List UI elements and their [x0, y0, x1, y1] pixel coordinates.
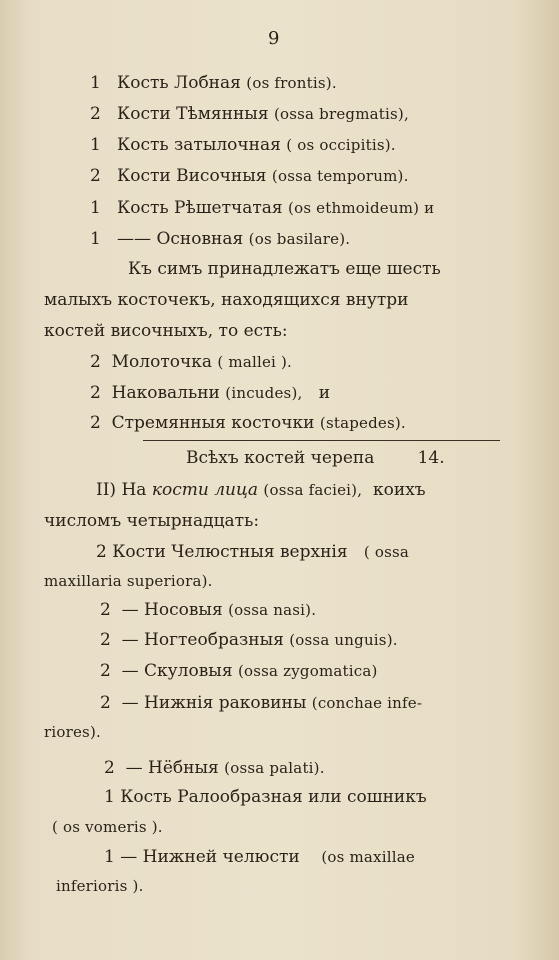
section-heading: II) На кости лица (ossa faciei), коихъ	[96, 480, 426, 500]
list-item: 2 Кости Тѣмянныя (ossa bregmatis),	[90, 104, 409, 124]
list-item: 1 —— Основная (os basilare).	[90, 229, 351, 249]
list-item: 1 Кость Рѣшетчатая (os ethmoideum) и	[90, 198, 435, 218]
list-item: 2 Кости Челюстныя верхнія ( ossa	[96, 542, 410, 562]
total-line: Всѣхъ костей черепа 14.	[186, 448, 445, 468]
paragraph-line: малыхъ косточекъ, находящихся внутри	[44, 290, 409, 310]
list-item: 2 — Носовыя (ossa nasi).	[100, 600, 317, 620]
list-item: 2 — Нижнія раковины (conchae infe-	[100, 693, 423, 713]
page-number: 9	[268, 28, 280, 49]
list-item: 1 Кость затылочная ( os occipitis).	[90, 135, 396, 155]
list-item: 2 Молоточка ( mallei ).	[90, 352, 293, 372]
list-item: 1 — Нижней челюсти (os maxillae	[104, 847, 415, 867]
list-item-continuation: riores).	[44, 723, 101, 741]
list-item: 2 — Ногтеобразныя (ossa unguis).	[100, 630, 398, 650]
list-item: 2 — Скуловыя (ossa zygomatica)	[100, 661, 378, 681]
list-item: 1 Кость Лобная (os frontis).	[90, 73, 337, 93]
list-item-continuation: inferioris ).	[56, 877, 144, 895]
paragraph-line: числомъ четырнадцать:	[44, 511, 260, 531]
list-item: 2 Кости Височныя (ossa temporum).	[90, 166, 409, 186]
list-item: 2 Наковальни (incudes), и	[90, 383, 331, 403]
paragraph-line: Къ симъ принадлежатъ еще шесть	[128, 259, 441, 279]
list-item: 2 Стремянныя косточки (stapedes).	[90, 413, 406, 433]
paragraph-line: костей височныхъ, то есть:	[44, 321, 288, 341]
list-item-continuation: ( os vomeris ).	[52, 818, 163, 836]
list-item: 2 — Нёбныя (ossa palati).	[104, 758, 325, 778]
divider	[143, 440, 500, 441]
list-item-continuation: maxillaria superiora).	[44, 572, 213, 590]
list-item: 1 Кость Ралообразная или сошникъ	[104, 787, 427, 807]
